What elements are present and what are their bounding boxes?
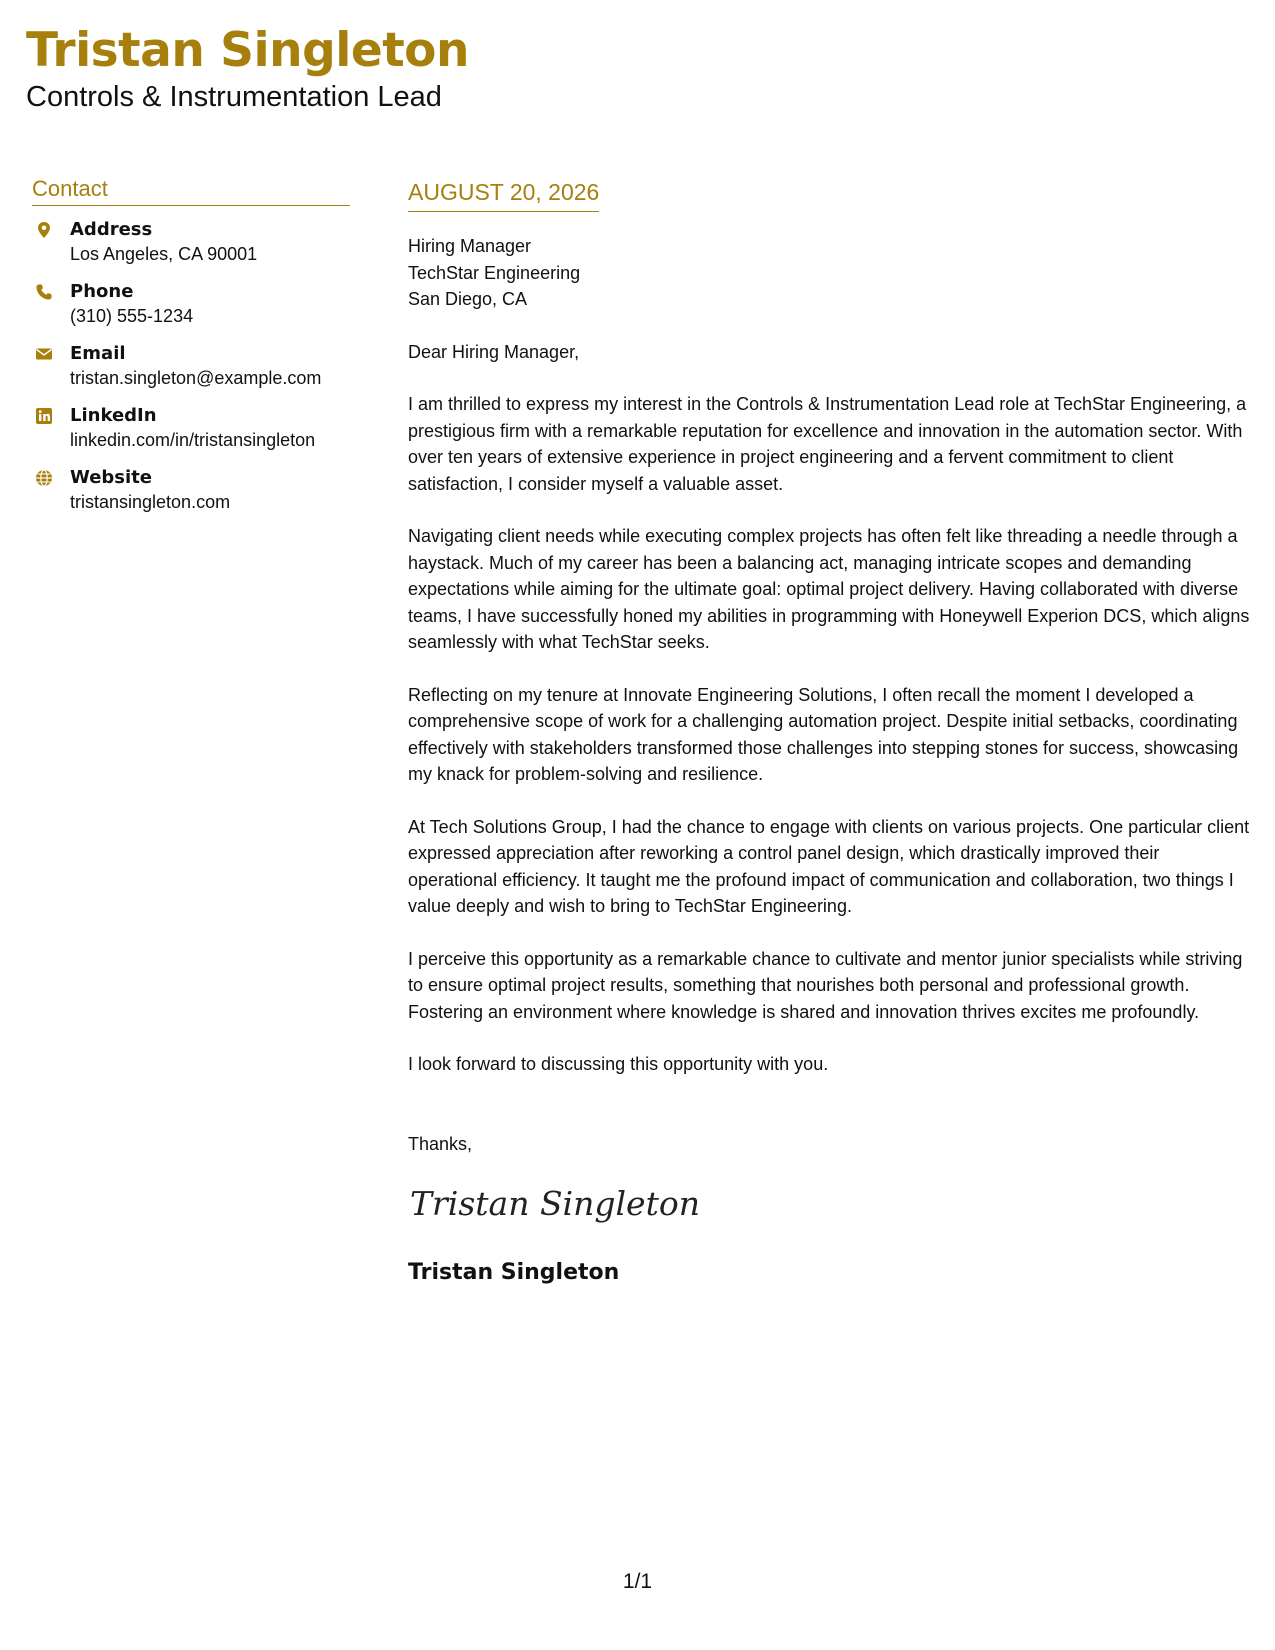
handwritten-signature bbox=[408, 1177, 1253, 1237]
candidate-name: Tristan Singleton bbox=[26, 23, 469, 78]
phone-value: (310) 555-1234 bbox=[70, 306, 194, 326]
letter-paragraph: At Tech Solutions Group, I had the chance to engage with clients on various projects. One particular client expressed appreciation after reworking a control panel design, which drastically improved their operational efficiency. It taught me the profound impact of communication and collaboration, two things I value deeply and wish to bring to TechStar Engineering. bbox=[408, 816, 1250, 916]
linkedin-value[interactable]: linkedin.com/in/tristansingleton bbox=[70, 430, 316, 450]
letter-date: AUGUST 20, 2026 bbox=[408, 179, 600, 205]
globe-icon bbox=[35, 469, 53, 487]
letter-paragraph: I look forward to discussing this opportunity with you. bbox=[408, 1054, 829, 1074]
recipient-block bbox=[408, 233, 1253, 313]
header bbox=[26, 22, 469, 114]
letter-paragraph: Navigating client needs while executing complex projects has often felt like threading a needle through a haystack. Much of my career has been a balancing act, managing intricate scopes and demanding expectations while aiming for the ultimate goal: optimal project delivery. Having collaborated with diverse teams, I have successfully honed my abilities in programming with Honeywell Experion DCS, which aligns seamlessly with what TechStar seeks. bbox=[408, 526, 1250, 652]
contact-item-email bbox=[32, 342, 350, 391]
contact-label: Phone bbox=[70, 281, 134, 302]
website-value[interactable]: tristansingleton.com bbox=[70, 492, 231, 512]
phone-icon bbox=[35, 283, 53, 301]
signature-text: Tristan Singleton bbox=[410, 1184, 700, 1223]
recipient-line: TechStar Engineering bbox=[408, 262, 581, 283]
closing: Thanks, bbox=[408, 1133, 473, 1154]
map-pin-icon bbox=[35, 221, 53, 239]
contact-item-phone bbox=[32, 280, 350, 329]
contact-label: LinkedIn bbox=[70, 405, 157, 426]
recipient-line: San Diego, CA bbox=[408, 289, 528, 309]
envelope-icon bbox=[35, 345, 53, 363]
signer-name: Tristan Singleton bbox=[408, 1260, 620, 1285]
job-title: Controls & Instrumentation Lead bbox=[26, 81, 442, 113]
email-value[interactable]: tristan.singleton@example.com bbox=[70, 368, 322, 388]
letter-paragraph: I perceive this opportunity as a remarkable chance to cultivate and mentor junior specialists while striving to ensure optimal project results, something that nourishes both personal and professional growth. Fostering an environment where knowledge is shared and innovation thrives excites me profoundly. bbox=[408, 948, 1243, 1022]
contact-item-address bbox=[32, 218, 350, 267]
letter-body bbox=[408, 178, 1253, 1287]
contact-sidebar bbox=[32, 176, 350, 528]
letter-paragraph: Reflecting on my tenure at Innovate Engineering Solutions, I often recall the moment I developed a comprehensive scope of work for a challenging automation project. Despite initial setbacks, coordinating effectively with stakeholders transformed those challenges into stepping stones for success, showcasing my knack for problem-solving and resilience. bbox=[408, 684, 1239, 784]
contact-label: Website bbox=[70, 467, 153, 488]
contact-heading: Contact bbox=[32, 176, 350, 206]
contact-item-linkedin bbox=[32, 404, 350, 453]
recipient-line: Hiring Manager bbox=[408, 236, 532, 256]
salutation: Dear Hiring Manager, bbox=[408, 341, 580, 362]
contact-item-website bbox=[32, 466, 350, 515]
address-value: Los Angeles, CA 90001 bbox=[70, 244, 258, 264]
letter-date-block bbox=[408, 178, 599, 212]
contact-label: Address bbox=[70, 219, 153, 240]
page-number: 1/1 bbox=[622, 1570, 653, 1593]
letter-paragraph: I am thrilled to express my interest in the Controls & Instrumentation Lead role at TechStar Engineering, a prestigious firm with a remarkable reputation for excellence and innovation in the automation sector. With over ten years of extensive experience in project engineering and a fervent commitment to client satisfaction, I consider myself a valuable asset. bbox=[408, 394, 1247, 494]
linkedin-icon bbox=[35, 407, 53, 425]
contact-label: Email bbox=[70, 343, 126, 364]
